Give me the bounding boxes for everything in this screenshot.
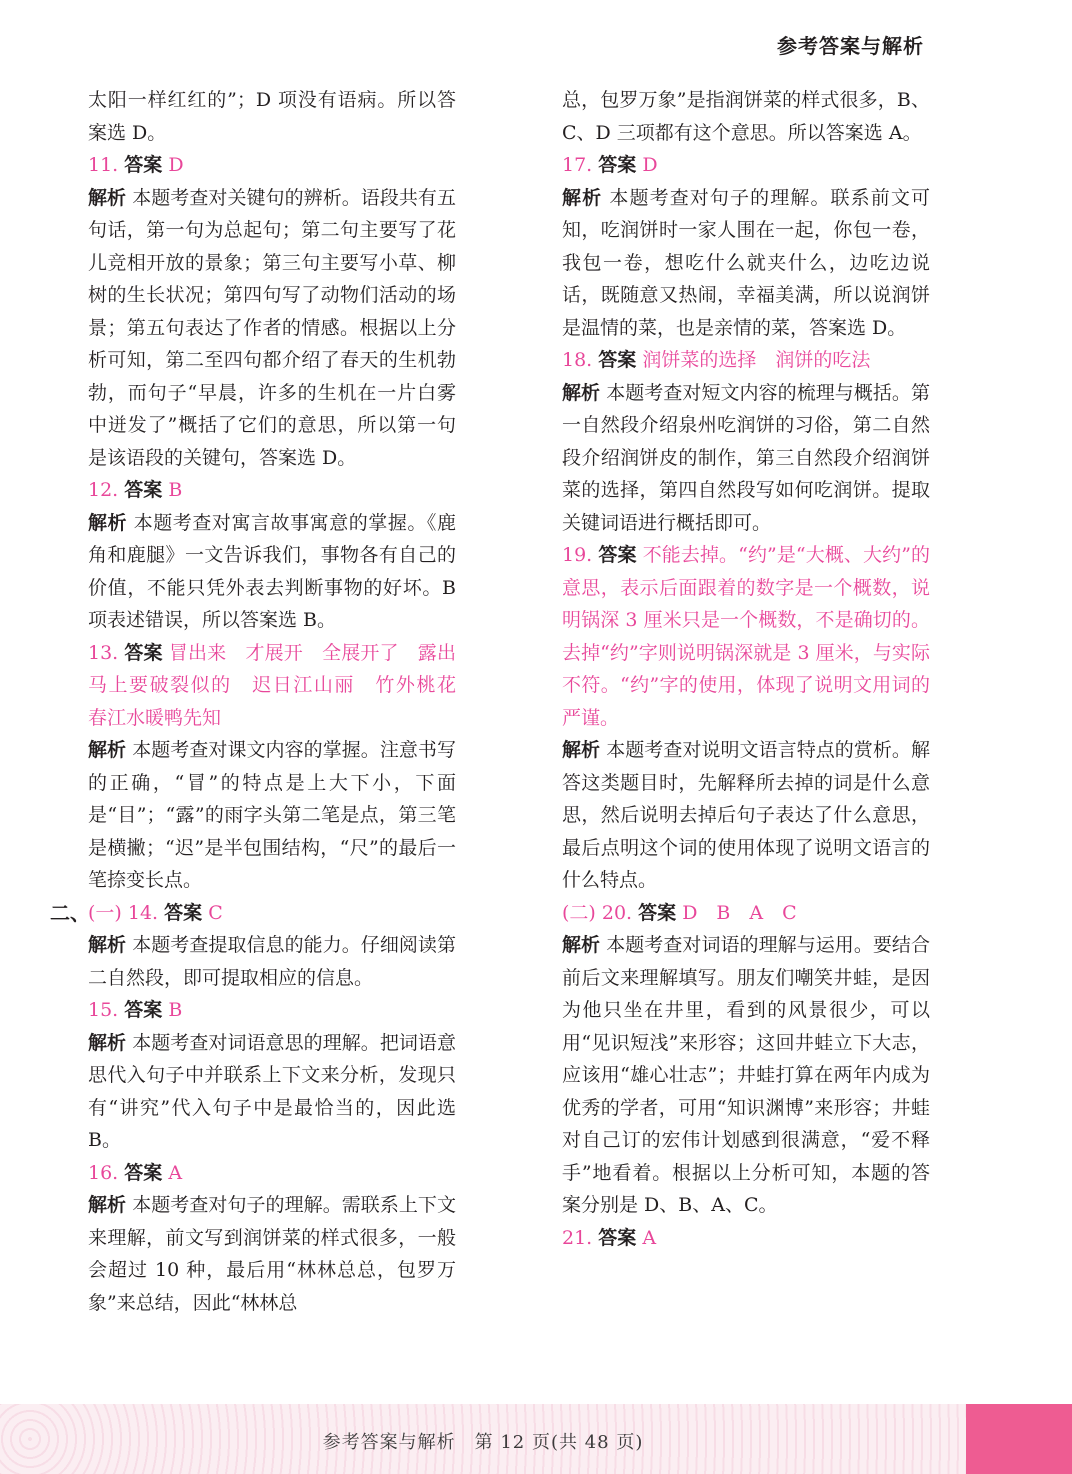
- q21-answer: 21. 答案 A: [562, 1226, 657, 1249]
- right-column: [562, 84, 930, 1254]
- q12-answer: 12. 答案 B: [88, 479, 183, 501]
- footer-band: [0, 1404, 1072, 1474]
- section-number: 二、: [50, 900, 90, 925]
- running-header: 参考答案与解析: [777, 34, 924, 58]
- q14-answer: 二、 (一) 14. 答案 C: [88, 897, 456, 930]
- q16-answer: 16. 答案 A: [88, 1161, 183, 1184]
- q13-analysis: 解析 本题考查对课文内容的掌握。注意书写的正确，“冒”的特点是上大下小，下面是“目”；“露”的雨字头第二笔是点，第三笔是横撇；“迟”是半包围结构，“尺”的最后一笔捺变长点。: [88, 739, 456, 891]
- q17-analysis: 解析 本题考查对句子的理解。联系前文可知，吃润饼时一家人围在一起，你包一卷，我包一卷，想吃什么就夹什么，边吃边说话，既随意又热闹，幸福美满，所以说润饼是温情的菜，也是亲情的菜，答案选 D。: [562, 186, 930, 339]
- q15-analysis: 解析 本题考查对词语意思的理解。把词语意思代入句子中并联系上下文来分析，发现只有“讲究”代入句子中是最恰当的，因此选 B。: [88, 1031, 456, 1151]
- left-column: [50, 84, 476, 1319]
- q20-answer: (二) 20. 答案 D B A C: [562, 901, 797, 924]
- q11-answer: 11. 答案 D: [88, 154, 184, 176]
- footer-accent-block: [966, 1404, 1072, 1474]
- q15-answer: 15. 答案 B: [88, 999, 183, 1021]
- q17-answer: 17. 答案 D: [562, 154, 658, 176]
- q19-answer: 19. 答案 不能去掉。“约”是“大概、大约”的意思，表示后面跟着的数字是一个概数，说明锅深 3 厘米只是一个概数，不是确切的。去掉“约”字则说明锅深就是 3 厘米，与实际不符。“约”字的使用，体现了说明文用词的严谨。: [562, 544, 930, 729]
- q18-answer: 18. 答案 润饼菜的选择 润饼的吃法: [562, 349, 871, 371]
- q13-answer: 13. 答案 冒出来 才展开 全展开了 露出 马上要破裂似的 迟日江山丽 竹外桃花 春江水暖鸭先知: [88, 641, 476, 729]
- q16-analysis: 解析 本题考查对句子的理解。需联系上下文来理解，前文写到润饼菜的样式很多，一般会超过 10 种，最后用“林林总总，包罗万象”来总结，因此“林林总: [88, 1194, 456, 1314]
- continued-text: 太阳一样红红的”；D 项没有语病。所以答案选 D。: [88, 89, 456, 144]
- q12-analysis: 解析 本题考查对寓言故事寓意的掌握。《鹿角和鹿腿》一文告诉我们，事物各有自己的价值，不能只凭外表去判断事物的好坏。B 项表述错误，所以答案选 B。: [88, 511, 456, 631]
- q14-analysis: 解析 本题考查提取信息的能力。仔细阅读第二自然段，即可提取相应的信息。: [88, 934, 456, 989]
- q19-analysis: 解析 本题考查对说明文语言特点的赏析。解答这类题目时，先解释所去掉的词是什么意思，然后说明去掉后句子表达了什么意思，最后点明这个词的使用体现了说明文语言的什么特点。: [562, 739, 930, 891]
- page-footer: 参考答案与解析 第 12 页(共 48 页): [322, 1432, 644, 1453]
- q18-analysis: 解析 本题考查对短文内容的梳理与概括。第一自然段介绍泉州吃润饼的习俗，第二自然段介绍润饼皮的制作，第三自然段介绍润饼菜的选择，第四自然段写如何吃润饼。提取关键词语进行概括即可。: [562, 381, 930, 534]
- continued-text: 总，包罗万象”是指润饼菜的样式很多，B、C、D 三项都有这个意思。所以答案选 A。: [562, 89, 930, 144]
- q20-analysis: 解析 本题考查对词语的理解与运用。要结合前后文来理解填写。朋友们嘲笑井蛙，是因为他只坐在井里，看到的风景很少，可以用“见识短浅”来形容；这回井蛙立下大志，应该用“雄心壮志”；井蛙打算在两年内成为优秀的学者，可用“知识渊博”来形容；井蛙对自己订的宏伟计划感到很满意，“爱不释手”地看着。根据以上分析可知，本题的答案分别是 D、B、A、C。: [562, 934, 930, 1216]
- q11-analysis: 解析 本题考查对关键句的辨析。语段共有五句话，第一句为总起句；第二句主要写了花儿竞相开放的景象；第三句主要写小草、柳树的生长状况；第四句写了动物们活动的场景；第五句表达了作者的情感。根据以上分析可知，第二至四句都介绍了春天的生机勃勃，而句子“早晨，许多的生机在一片白雾中迸发了”概括了它们的意思，所以第一句是该语段的关键句，答案选 D。: [88, 186, 456, 469]
